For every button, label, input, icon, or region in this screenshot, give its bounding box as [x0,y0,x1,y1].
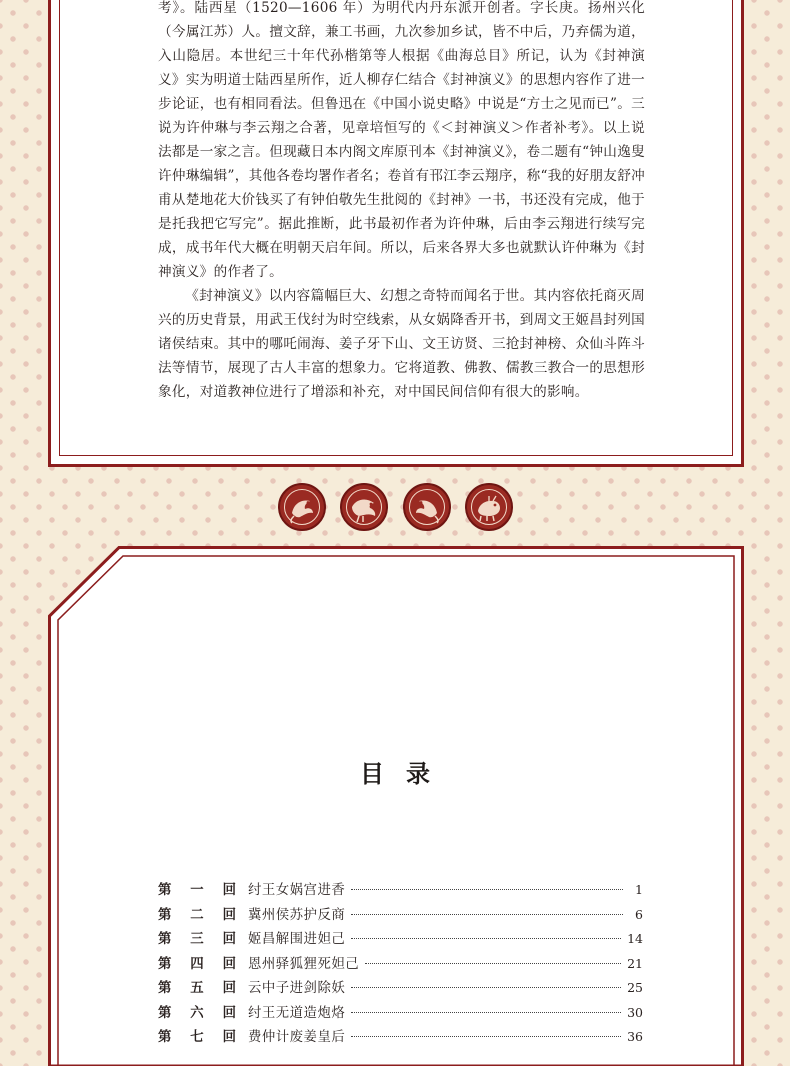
toc-chapter-number-char: 第 [158,1029,172,1045]
toc-chapter-number [158,928,248,947]
toc-chapter-number-char: 五 [190,980,204,996]
toc-page-number: 25 [627,980,643,995]
toc-chapter-number [158,1026,248,1045]
toc-chapter-title: 纣王无道造炮烙 [248,1005,346,1021]
toc-chapter-number-char: 三 [190,931,204,947]
toc-title: 目录 [360,759,452,788]
toc-chapter-title: 费仲计废姜皇后 [248,1030,346,1045]
intro-text [158,0,645,404]
toc-entry[interactable] [158,879,643,904]
toc-leader-dots [351,889,623,890]
toc-chapter-number-char: 回 [222,882,236,898]
medallion-row [0,483,790,531]
toc-chapter-number-char: 第 [158,955,172,972]
toc-entry[interactable] [158,1026,643,1051]
toc-chapter-number-char: 回 [222,1004,236,1021]
phoenix-icon [403,483,451,531]
toc-chapter-title: 姬昌解围进妲己 [248,932,346,947]
toc-leader-dots [351,938,621,939]
toc-chapter-number-char: 二 [190,906,204,923]
intro-paragraph-2: 《封神演义》以内容篇幅巨大、幻想之奇特而闻名于世。其内容依托商灭周兴的历史背景，用武王伐纣为时空线索，从女娲降香开书，到周文王姬昌封列国诸侯结束。其中的哪吒闹海、姜子牙下山、文王访贤、三抢封神榜、众仙斗阵斗法等情节，展现了古人丰富的想象力。它将道教、佛教、儒教三教合一的思想形象化，对道教神位进行了增添和补充，对中国民间信仰有很大的影响。 [158,288,645,400]
toc-chapter-title: 纣王女娲宫进香 [248,883,346,898]
toc-page-number: 36 [627,1029,643,1044]
toc-page-number: 14 [627,931,643,946]
toc-entry[interactable] [158,928,643,953]
toc-chapter-number-char: 四 [190,955,204,972]
toc-chapter-number-char: 回 [222,980,236,996]
toc-list [158,879,643,1051]
toc-chapter-number [158,879,248,898]
toc-chapter-number-char: 六 [190,1004,204,1021]
toc-page-number: 30 [627,1004,643,1020]
toc-chapter-number-char: 第 [158,1004,172,1021]
toc-chapter-number-char: 第 [158,980,172,996]
intro-paragraph-1: 考》。陆西星（1520—1606 年）为明代内丹东派开创者。字长庚。扬州兴化（今属江苏）人。擅文辞，兼工书画，九次参加乡试，皆不中后，乃弃儒为道，入山隐居。本世纪三十年代孙楷第等人根据《曲海总目》所记，认为《封神演义》实为明道士陆西星所作，近人柳存仁结合《封神演义》的思想内容作了进一步论证，也有相同看法。但鲁迅在《中国小说史略》中说是“方士之见而已”。三说为许仲琳与李云翔之合著，见章培恒写的《＜封神演义＞作者补考》。以上说法都是一家之言。但现藏日本内阁文库原刊本《封神演义》，卷二题有“钟山逸叟许仲琳编辑”，其他各卷均署作者名；卷首有邗江李云翔序，称“我的好朋友舒冲甫从楚地花大价钱买了有钟伯敬先生批阅的《封神》一书，书还没有完成，他于是托我把它写完”。据此推断，此书最初作者为许仲琳，后由李云翔进行续写完成，成书年代大概在明朝天启年间。所以，后来各界大多也就默认许仲琳为《封神演义》的作者了。 [158,0,645,280]
toc-page-number: 1 [635,882,643,897]
toc-chapter-number-char: 第 [158,931,172,947]
toc-leader-dots [351,987,621,988]
toc-entry[interactable] [158,977,643,1002]
toc-chapter-number [158,977,248,996]
toc-chapter-number-char: 一 [190,882,204,898]
toc-chapter-number [158,904,248,923]
toc-leader-dots [351,914,623,915]
qilin-icon [465,483,513,531]
toc-chapter-title: 冀州侯苏护反商 [248,907,346,923]
toc-chapter-number [158,953,248,972]
toc-leader-dots [365,963,621,964]
toc-page-number: 6 [635,906,643,922]
toc-chapter-number-char: 第 [158,882,172,898]
toc-chapter-number-char: 回 [222,1029,236,1045]
toc-chapter-number-char: 回 [222,955,236,972]
toc-entry[interactable] [158,1002,643,1027]
toc-leader-dots [351,1036,621,1037]
toc-chapter-number-char: 七 [190,1029,204,1045]
toc-entry[interactable] [158,904,643,929]
toc-chapter-number-char: 第 [158,906,172,923]
phoenix-icon [278,483,326,531]
toc-chapter-title: 云中子进剑除妖 [248,981,346,996]
toc-chapter-number-char: 回 [222,931,236,947]
toc-leader-dots [351,1012,621,1013]
toc-chapter-number [158,1002,248,1021]
bird-icon [340,483,388,531]
toc-chapter-number-char: 回 [222,906,236,923]
toc-page-number: 21 [627,955,643,971]
toc-entry[interactable] [158,953,643,978]
toc-chapter-title: 恩州驿狐狸死妲己 [248,956,360,972]
